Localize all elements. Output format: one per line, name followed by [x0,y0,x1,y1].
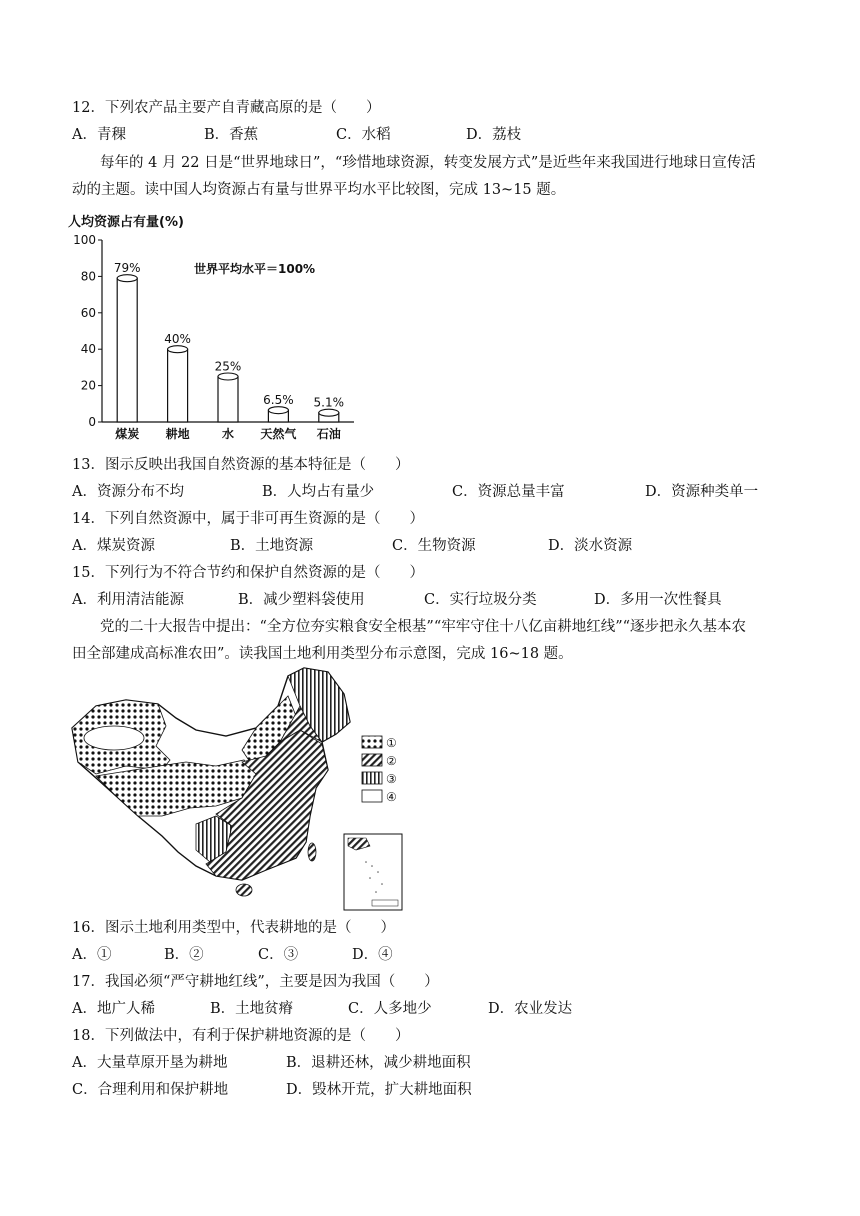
q18-option-c: C．合理利用和保护耕地 [72,1082,229,1098]
y-tick-label: 80 [80,269,96,284]
q18-option-a: A．大量草原开垦为耕地 [72,1055,228,1071]
bar [168,349,188,422]
taiwan-island [308,843,316,861]
bar-value-label: 40% [164,332,191,347]
resource-bar-chart [64,206,364,444]
q15-option-d: D．多用一次性餐具 [594,592,722,608]
q13-option-a: A．资源分布不均 [72,484,184,500]
legend-label-2: ② [386,754,397,768]
q13-option-b: B．人均占有量少 [262,484,375,500]
q16-option-d: D．④ [352,947,393,963]
q16-option-b: B．② [164,947,204,963]
region-4-basin [84,726,144,750]
q14-option-a: A．煤炭资源 [72,538,155,554]
q14-option-c: C．生物资源 [392,538,476,554]
hainan-island [236,884,252,896]
q17-option-b: B．土地贫瘠 [210,1001,294,1017]
bar-value-label: 25% [214,359,242,374]
q18-option-d: D．毁林开荒，扩大耕地面积 [286,1082,472,1098]
intro-paragraph-2-line1: 党的二十大报告中提出：“全方位夯实粮食安全根基”“牢牢守住十八亿亩耕地红线”“逐步把永久基本农 [100,619,747,635]
q17-option-d: D．农业发达 [488,1001,573,1017]
intro-paragraph-1-line2: 动的主题。读中国人均资源占有量与世界平均水平比较图，完成 13~15 题。 [72,182,566,198]
question-12-stem: 12．下列农产品主要产自青藏高原的是（ ） [72,100,381,116]
q18-option-b: B．退耕还林，减少耕地面积 [286,1055,471,1071]
y-tick-label: 100 [73,233,96,247]
x-category-label: 天然气 [260,427,297,441]
legend-label-1: ① [386,736,397,750]
y-tick-label: 20 [80,378,96,393]
question-16-stem: 16．图示土地利用类型中，代表耕地的是（ ） [72,920,395,936]
q16-option-c: C．③ [258,947,299,963]
bar-value-label: 6.5% [263,393,294,408]
q17-option-c: C．人多地少 [348,1001,432,1017]
legend-label-4: ④ [386,790,397,804]
q13-option-c: C．资源总量丰富 [452,484,565,500]
question-14-stem: 14．下列自然资源中，属于非可再生资源的是（ ） [72,511,424,527]
question-13-stem: 13．图示反映出我国自然资源的基本特征是（ ） [72,457,410,473]
south-china-sea-inset [344,834,402,910]
bar-top [218,373,238,380]
bar-group [164,332,191,441]
intro-paragraph-2-line2: 田全部建成高标准农田”。读我国土地利用类型分布示意图，完成 16~18 题。 [72,646,573,662]
bar-top [117,275,137,282]
bar-value-label: 5.1% [313,395,345,410]
q12-option-a: A．青稞 [72,127,126,143]
legend-label-3: ③ [386,772,397,786]
bar [117,278,137,422]
bar-top [268,407,288,414]
q14-option-b: B．土地资源 [230,538,314,554]
x-category-label: 耕地 [165,427,190,441]
chart-ylabel: 人均资源占有量(%) [68,215,184,230]
question-18-stem: 18．下列做法中，有利于保护耕地资源的是（ ） [72,1028,410,1044]
land-use-map [66,666,411,914]
chart-bars [114,261,344,441]
q15-option-c: C．实行垃圾分类 [424,592,537,608]
bar-group [114,261,141,441]
q15-option-a: A．利用清洁能源 [72,592,184,608]
chart-annotation: 世界平均水平＝100% [194,262,316,276]
q17-option-a: A．地广人稀 [72,1001,155,1017]
question-17-stem: 17．我国必须“严守耕地红线”，主要是因为我国（ ） [72,974,439,990]
bar-top [168,346,188,353]
q15-option-b: B．减少塑料袋使用 [238,592,365,608]
y-tick-label: 60 [80,305,96,320]
map-legend [362,736,397,804]
bar-group [314,396,345,441]
y-tick-label: 40 [80,342,96,357]
q12-option-c: C．水稻 [336,127,391,143]
bar-group [215,360,242,442]
y-tick-label: 0 [88,415,96,429]
q12-option-b: B．香蕉 [204,127,259,143]
x-category-label: 石油 [316,427,341,441]
q12-option-d: D．荔枝 [466,127,522,143]
bar-top [319,409,339,416]
q16-option-a: A．① [72,947,112,963]
x-category-label: 水 [221,427,235,441]
q14-option-d: D．淡水资源 [548,538,633,554]
bar-group [260,393,297,441]
question-15-stem: 15．下列行为不符合节约和保护自然资源的是（ ） [72,565,424,581]
x-category-label: 煤炭 [115,427,140,441]
bar [218,377,238,423]
bar-value-label: 79% [113,261,141,276]
q13-option-d: D．资源种类单一 [645,484,759,500]
intro-paragraph-1-line1: 每年的 4 月 22 日是“世界地球日”，“珍惜地球资源，转变发展方式”是近些年来我国进行地球日宣传活 [100,155,756,171]
